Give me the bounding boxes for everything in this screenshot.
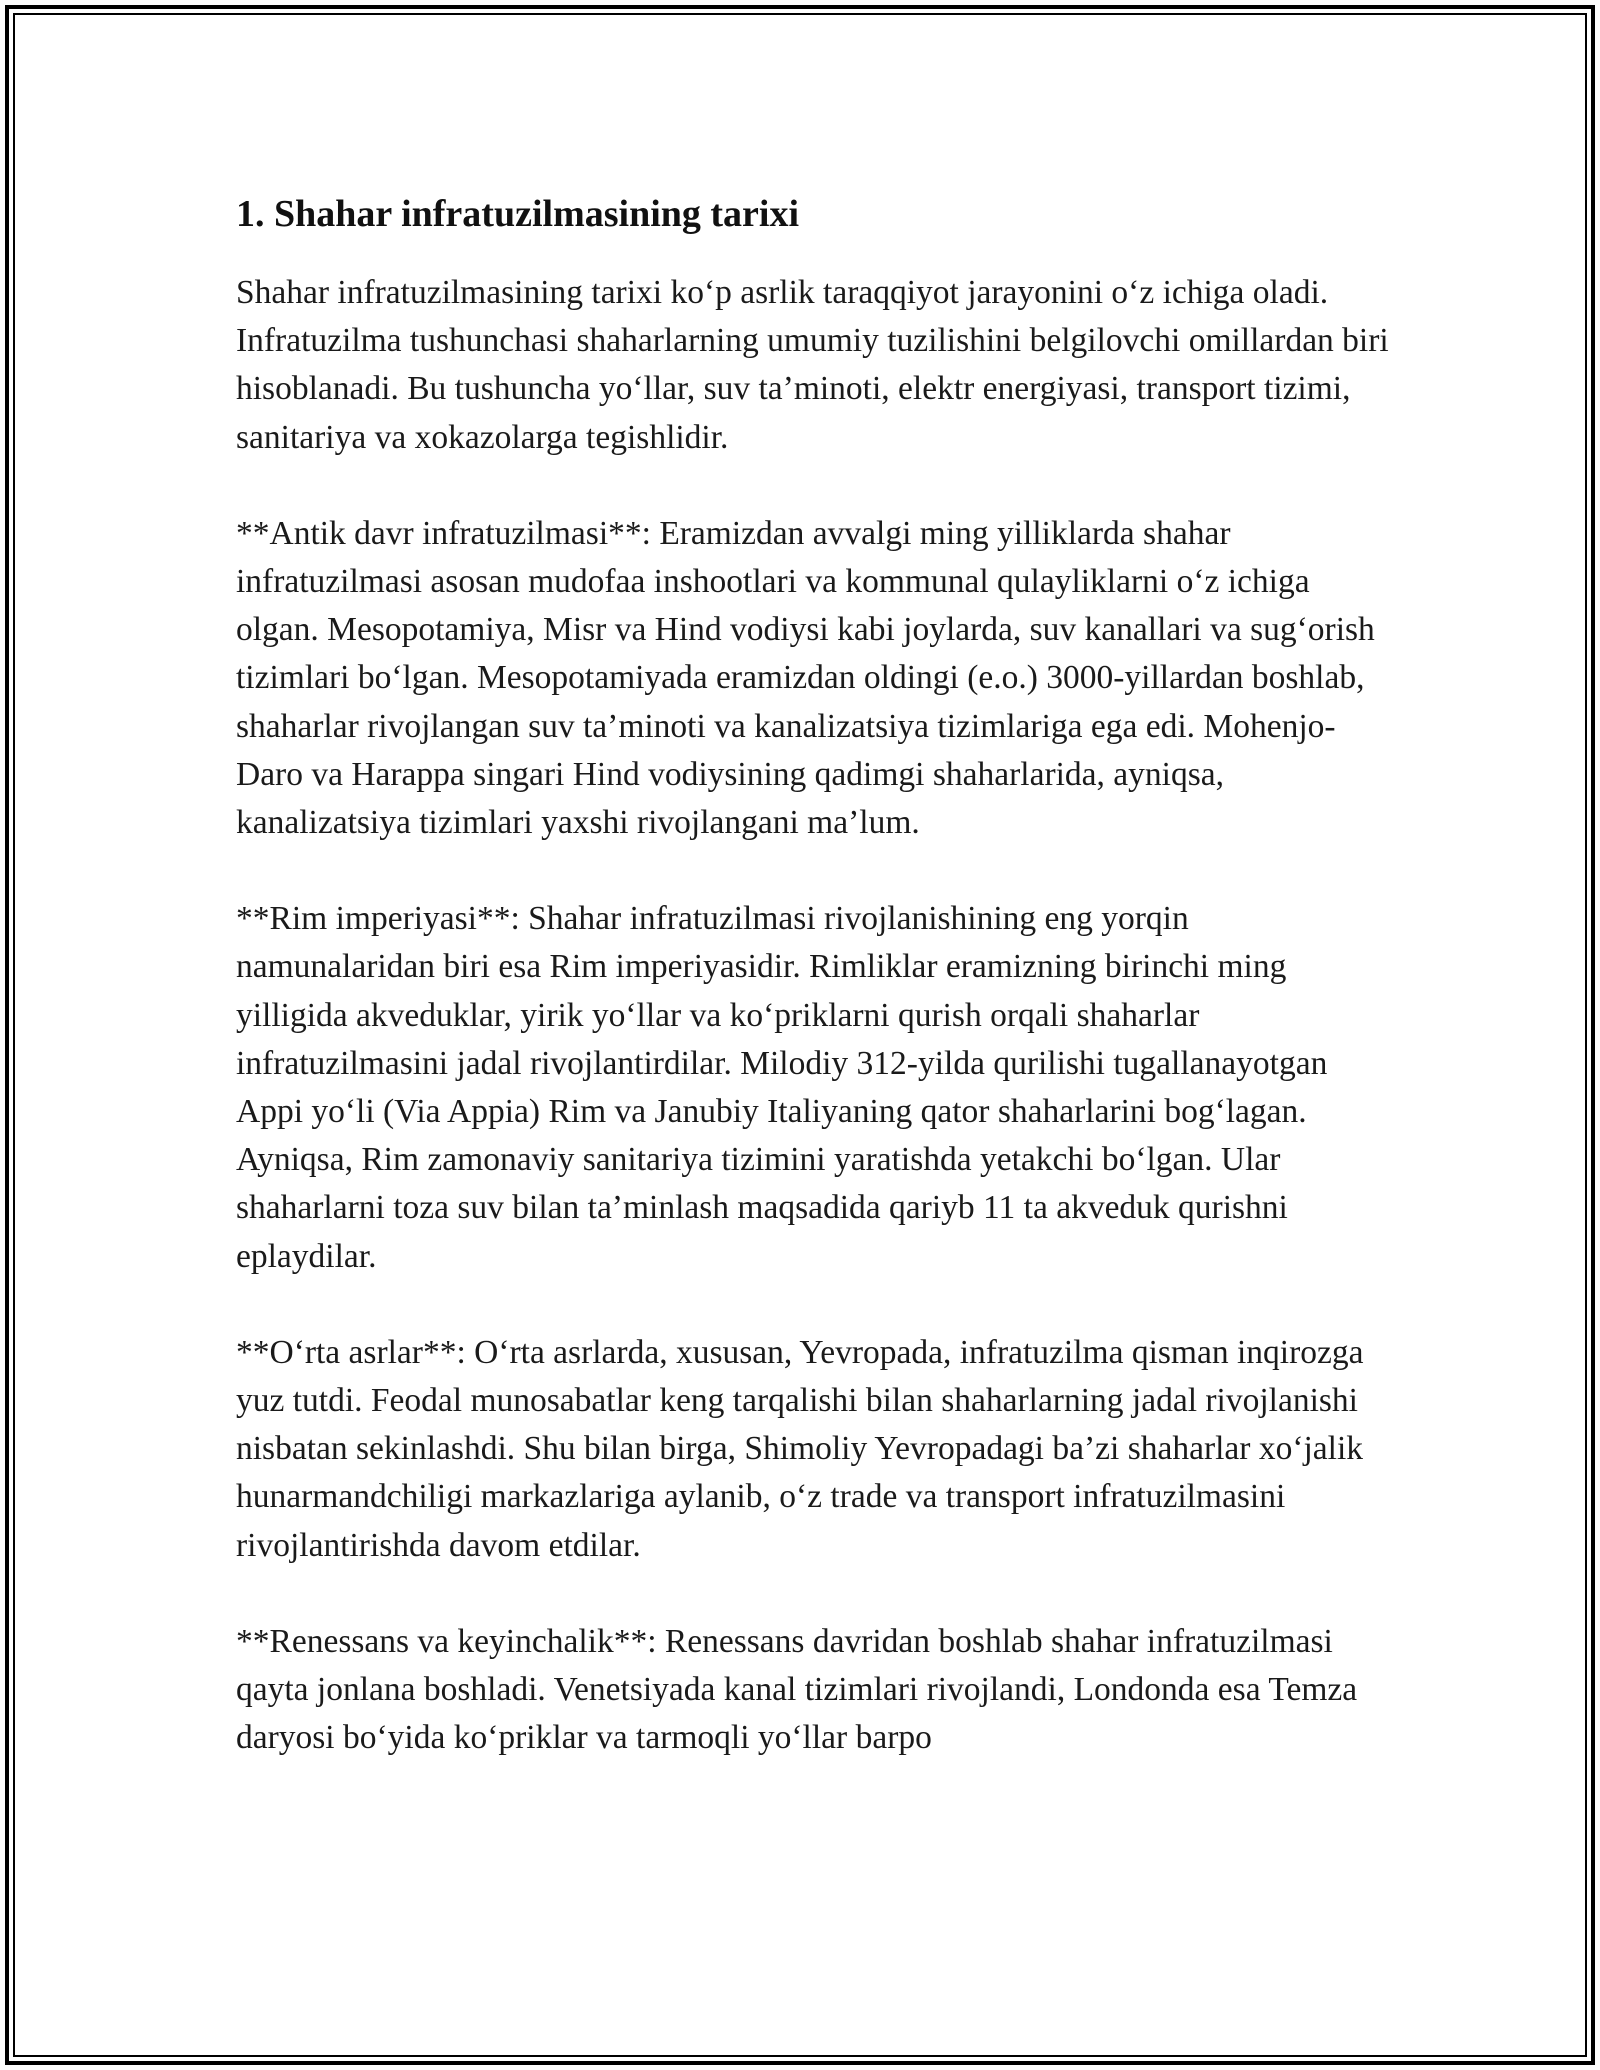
paragraph-roman-empire: **Rim imperiyasi**: Shahar infratuzilmasi rivojlanishining eng yorqin namunalaridan biri esa Rim imperiyasidir. Rimliklar eramizning birinchi ming yilligida akveduklar, yirik yo‘llar va ko‘priklarni qurish orqali shaharlar infratuzilmasini jadal rivojlantirdilar. Milodiy 312-yilda qurilishi tugallanayotgan Appi yo‘li (Via Appia) Rim va Janubiy Italiyaning qator shaharlarini bog‘lagan. Ayniqsa, Rim zamonaviy sanitariya tizimini yaratishda yetakchi bo‘lgan. Ular shaharlarni toza suv bilan ta’minlash maqsadida qariyb 11 ta akveduk qurishni eplaydilar.: [236, 900, 1328, 1275]
paragraph-antiquity: **Antik davr infratuzilmasi**: Eramizdan avvalgi ming yilliklarda shahar infratuzilmasi asosan mudofaa inshootlari va kommunal qulayliklarni o‘z ichiga olgan. Mesopotamiya, Misr va Hind vodiysi kabi joylarda, suv kanallari va sug‘orish tizimlari bo‘lgan. Mesopotamiyada eramizdan oldingi (e.o.) 3000-yillardan boshlab, shaharlar rivojlangan suv ta’minoti va kanalizatsiya tizimlariga ega edi. Mohenjo-Daro va Harappa singari Hind vodiysining qadimgi shaharlarida, ayniqsa, kanalizatsiya tizimlari yaxshi rivojlangani ma’lum.: [236, 514, 1375, 842]
paragraph-intro: Shahar infratuzilmasining tarixi ko‘p asrlik taraqqiyot jarayonini o‘z ichiga oladi. Infratuzilma tushunchasi shaharlarning umumiy tuzilishini belgilovchi omillardan biri hisoblanadi. Bu tushuncha yo‘llar, suv ta’minoti, elektr energiyasi, transport tizimi, sanitariya va xokazolarga tegishlidir.: [236, 274, 1389, 456]
paragraph-renaissance: **Renessans va keyinchalik**: Renessans davridan boshlab shahar infratuzilmasi qayta jonlana boshladi. Venetsiyada kanal tizimlari rivojlandi, Londonda esa Temza daryosi bo‘yida ko‘priklar va tarmoqli yo‘llar barpo: [236, 1622, 1358, 1757]
paragraph-middle-ages: **O‘rta asrlar**: O‘rta asrlarda, xususan, Yevropada, infratuzilma qisman inqirozga yuz tutdi. Feodal munosabatlar keng tarqalishi bilan shaharlarning jadal rivojlanishi nisbatan sekinlashdi. Shu bilan birga, Shimoliy Yevropadagi ba’zi shaharlar xo‘jalik hunarmandchiligi markazlariga aylanib, o‘z trade va transport infratuzilmasini rivojlantirishda davom etdilar.: [236, 1333, 1364, 1564]
document-body: [236, 185, 1396, 1810]
section-heading: 1. Shahar infratuzilmasining tarixi: [236, 193, 800, 235]
